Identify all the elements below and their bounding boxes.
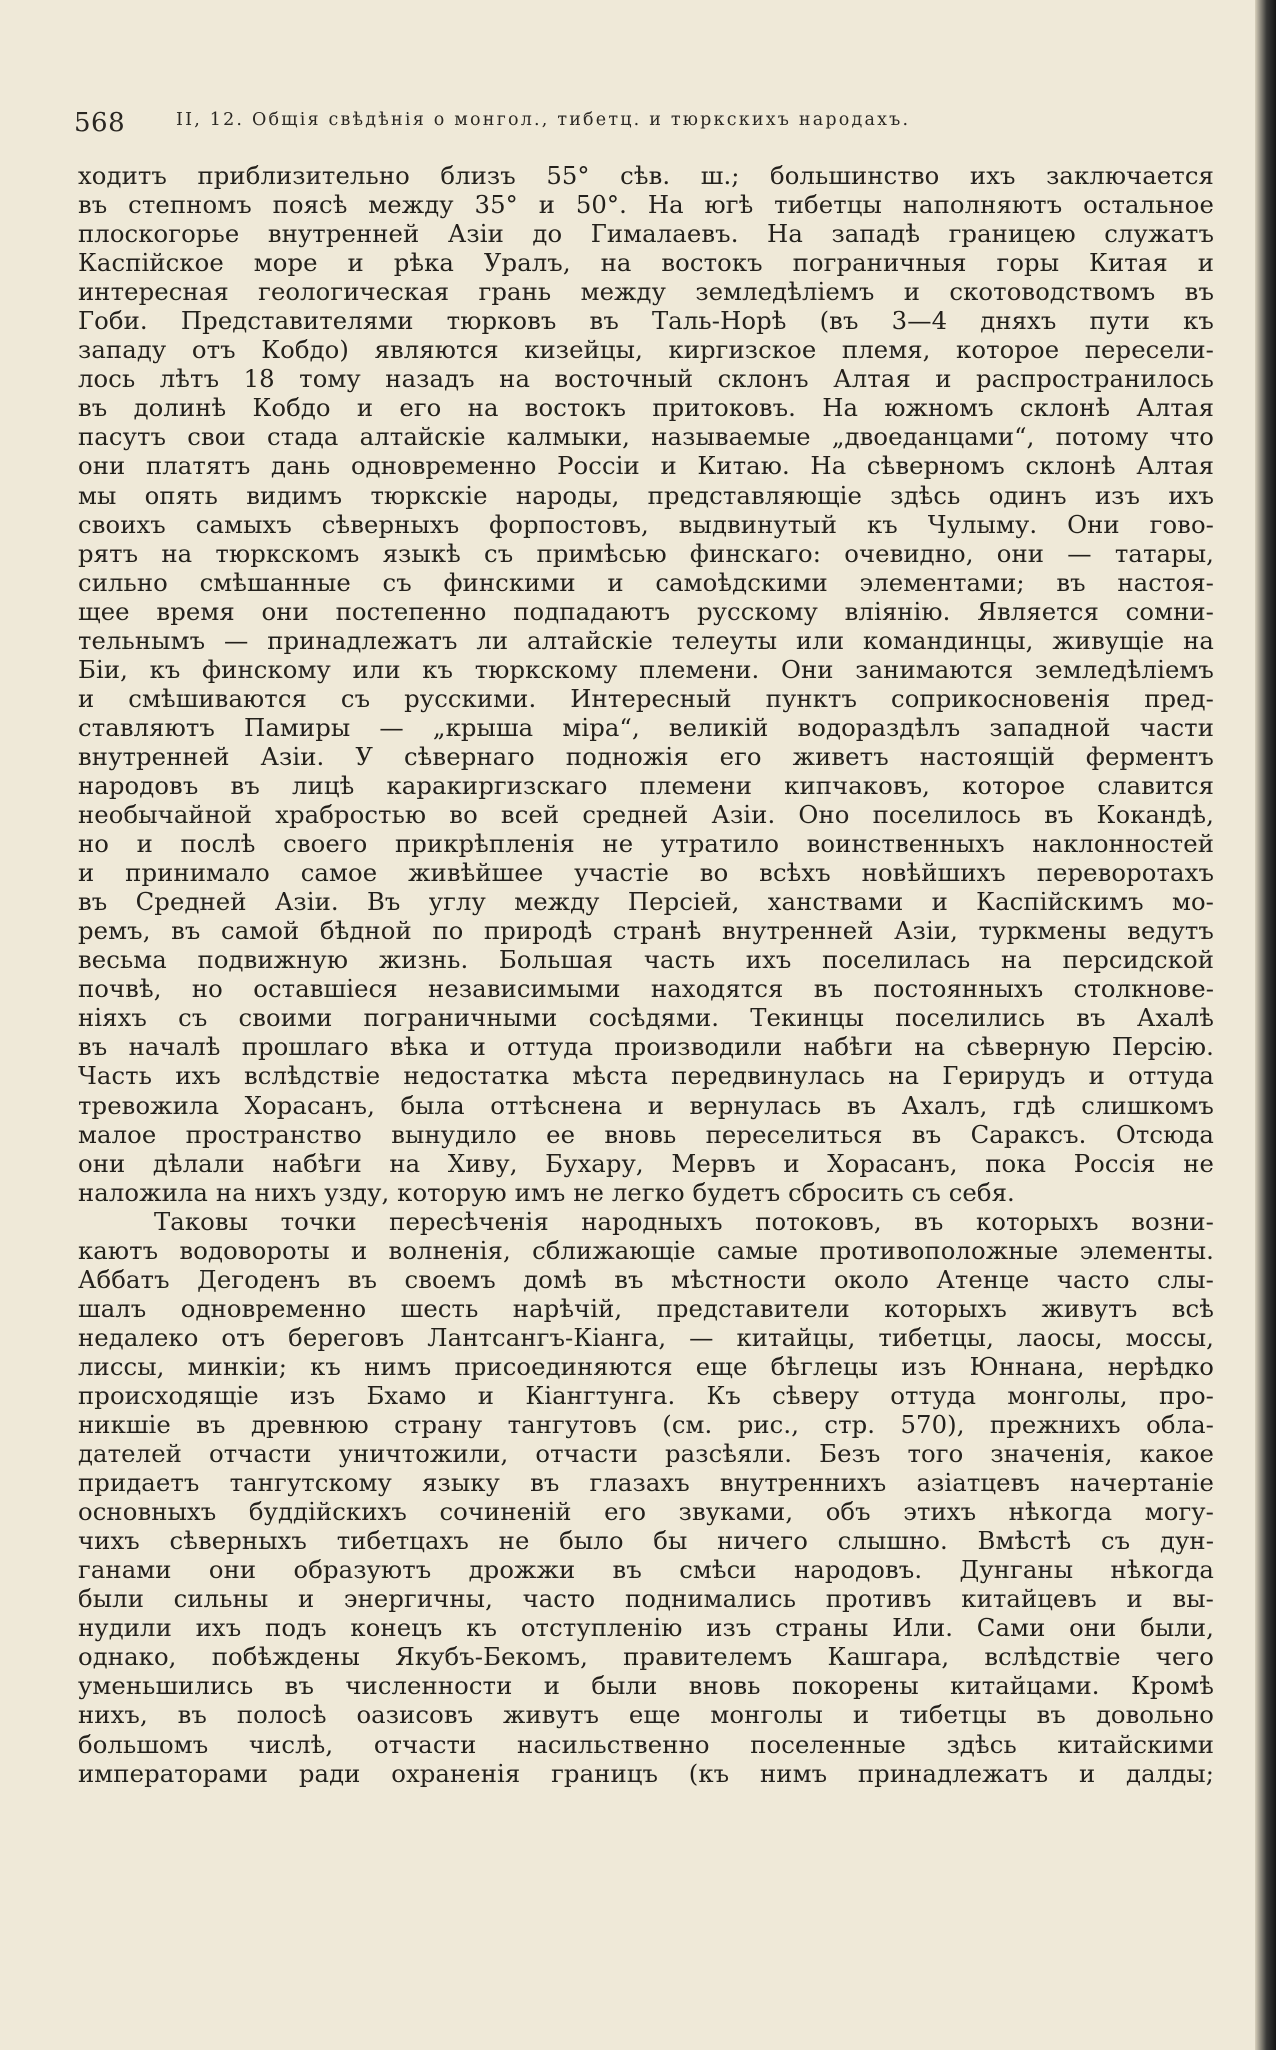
text-line: чихъ сѣверныхъ тибетцахъ не было бы ничего слышно. Вмѣстѣ съ дун- xyxy=(78,1526,1214,1556)
text-line: почвѣ, но оставшіеся независимыми находятся въ постоянныхъ столкнове- xyxy=(78,974,1214,1004)
text-line: малое пространство вынудило ее вновь переселиться въ Сараксъ. Отсюда xyxy=(78,1119,1214,1149)
text-line: были сильны и энергичны, часто поднимались противъ китайцевъ и вы- xyxy=(78,1584,1214,1614)
text-line: ганами они образуютъ дрожжи въ смѣси народовъ. Дунганы нѣкогда xyxy=(78,1555,1214,1585)
text-line: дателей отчасти уничтожили, отчасти разсѣяли. Безъ того значенія, какое xyxy=(78,1439,1214,1469)
text-line: никшіе въ древнюю страну тангутовъ (см. рис., стр. 570), прежнихъ обла- xyxy=(78,1410,1214,1440)
text-line: своихъ самыхъ сѣверныхъ форпостовъ, выдвинутый къ Чулыму. Они гово- xyxy=(78,509,1214,539)
text-line: пасутъ свои стада алтайскіе калмыки, называемые „двоеданцами“, потому что xyxy=(78,422,1214,452)
text-line: внутренней Азіи. У сѣвернаго подножія его живетъ настоящій ферментъ xyxy=(78,741,1214,771)
text-line: большомъ числѣ, отчасти насильственно поселенные здѣсь китайскими xyxy=(78,1729,1214,1759)
text-line: каютъ водовороты и волненія, сближающіе самые противоположные элементы. xyxy=(78,1235,1214,1265)
text-line: въ Средней Азіи. Въ углу между Персіей, ханствами и Каспійскимъ мо- xyxy=(78,887,1214,917)
text-line: Каспійское море и рѣка Уралъ, на востокъ пограничныя горы Китая и xyxy=(78,248,1214,278)
text-line: интересная геологическая грань между земледѣліемъ и скотоводствомъ въ xyxy=(78,277,1214,307)
book-spine-shadow xyxy=(1255,0,1276,2050)
text-line: народовъ въ лицѣ каракиргизскаго племени кипчаковъ, которое славится xyxy=(78,770,1214,800)
text-line: они дѣлали набѣги на Хиву, Бухару, Мервъ и Хорасанъ, пока Россія не xyxy=(78,1148,1214,1178)
text-line: въ степномъ поясѣ между 35° и 50°. На югѣ тибетцы наполняютъ остальное xyxy=(78,190,1214,220)
running-head: II, 12. Общія свѣдѣнія о монгол., тибетц. и тюркскихъ народахъ. xyxy=(176,110,911,130)
text-line: шалъ одновременно шесть нарѣчій, представители которыхъ живутъ всѣ xyxy=(78,1293,1214,1323)
text-line: нудили ихъ подъ конецъ къ отступленію изъ страны Или. Сами они были, xyxy=(78,1613,1214,1643)
text-line: западу отъ Кобдо) являются кизейцы, киргизское племя, которое пересели- xyxy=(78,335,1214,365)
text-line: ставляютъ Памиры — „крыша міра“, великій водораздѣлъ западной части xyxy=(78,712,1214,742)
text-line: лось лѣтъ 18 тому назадъ на восточный склонъ Алтая и распространилось xyxy=(78,364,1214,394)
text-line: ніяхъ съ своими пограничными сосѣдями. Текинцы поселились въ Ахалѣ xyxy=(78,1003,1214,1033)
text-line: лиссы, минкіи; къ нимъ присоединяются еще бѣглецы изъ Юннана, нерѣдко xyxy=(78,1351,1214,1381)
text-line: наложила на нихъ узду, которую имъ не легко будетъ сбросить съ себя. xyxy=(78,1177,1015,1207)
page-number: 568 xyxy=(74,108,126,138)
body-text xyxy=(78,161,1214,1788)
text-line: тельнымъ — принадлежатъ ли алтайскіе телеуты или командинцы, живущіе на xyxy=(78,625,1214,655)
text-line: въ началѣ прошлаго вѣка и оттуда производили набѣги на сѣверную Персію. xyxy=(78,1032,1214,1062)
text-line: придаетъ тангутскому языку въ глазахъ внутреннихъ азіатцевъ начертаніе xyxy=(78,1468,1214,1498)
text-line: щее время они постепенно подпадаютъ русскому вліянію. Является сомни- xyxy=(78,596,1214,626)
text-line: рятъ на тюркскомъ языкѣ съ примѣсью финскаго: очевидно, они — татары, xyxy=(78,538,1214,568)
text-line: недалеко отъ береговъ Лантсангъ-Кіанга, — китайцы, тибетцы, лаосы, моссы, xyxy=(78,1322,1214,1352)
text-line: весьма подвижную жизнь. Большая часть ихъ поселилась на персидской xyxy=(78,945,1214,975)
text-line: уменьшились въ численности и были вновь покорены китайцами. Кромѣ xyxy=(78,1671,1214,1701)
text-line: въ долинѣ Кобдо и его на востокъ притоковъ. На южномъ склонѣ Алтая xyxy=(78,393,1214,423)
text-line: они платятъ дань одновременно Россіи и Китаю. На сѣверномъ склонѣ Алтая xyxy=(78,451,1214,481)
text-line: мы опять видимъ тюркскіе народы, представляющіе здѣсь одинъ изъ ихъ xyxy=(78,480,1214,510)
text-line: Часть ихъ вслѣдствіе недостатка мѣста передвинулась на Герирудъ и оттуда xyxy=(78,1061,1214,1091)
text-line: плоскогорье внутренней Азіи до Гималаевъ. На западѣ границею служатъ xyxy=(78,219,1214,249)
text-line: однако, побѣждены Якубъ-Бекомъ, правителемъ Кашгара, вслѣдствіе чего xyxy=(78,1642,1214,1672)
text-line: основныхъ буддійскихъ сочиненій его звуками, объ этихъ нѣкогда могу- xyxy=(78,1497,1214,1527)
page-header xyxy=(74,106,1234,138)
text-line: ходитъ приблизительно близъ 55° сѣв. ш.; большинство ихъ заключается xyxy=(78,161,1214,190)
text-line: императорами ради охраненія границъ (къ нимъ принадлежатъ и далды; xyxy=(78,1758,1214,1788)
text-line: Біи, къ финскому или къ тюркскому племени. Они занимаются земледѣліемъ xyxy=(78,654,1214,684)
text-line: Гоби. Представителями тюрковъ въ Таль-Норѣ (въ 3—4 дняхъ пути къ xyxy=(78,306,1214,336)
text-line: ремъ, въ самой бѣдной по природѣ странѣ внутренней Азіи, туркмены ведутъ xyxy=(78,916,1214,946)
text-line: и принимало самое живѣйшее участіе во всѣхъ новѣйшихъ переворотахъ xyxy=(78,858,1214,888)
text-line: происходящіе изъ Бхамо и Кіангтунга. Къ сѣверу оттуда монголы, про- xyxy=(78,1380,1214,1410)
text-line: необычайной храбростью во всей средней Азіи. Оно поселилось въ Кокандѣ, xyxy=(78,800,1214,830)
text-line: тревожила Хорасанъ, была оттѣснена и вернулась въ Ахалъ, гдѣ слишкомъ xyxy=(78,1090,1214,1120)
text-line: и смѣшиваются съ русскими. Интересный пунктъ соприкосновенія пред- xyxy=(78,683,1214,713)
text-line: Таковы точки пересѣченія народныхъ потоковъ, въ которыхъ возни- xyxy=(154,1206,1214,1236)
text-line: нихъ, въ полосѣ оазисовъ живутъ еще монголы и тибетцы въ довольно xyxy=(78,1700,1214,1730)
text-line: сильно смѣшанные съ финскими и самоѣдскими элементами; въ настоя- xyxy=(78,567,1214,597)
text-line: Аббатъ Дегоденъ въ своемъ домѣ въ мѣстности около Атенце часто слы- xyxy=(78,1264,1214,1294)
text-line: но и послѣ своего прикрѣпленія не утратило воинственныхъ наклонностей xyxy=(78,829,1214,859)
